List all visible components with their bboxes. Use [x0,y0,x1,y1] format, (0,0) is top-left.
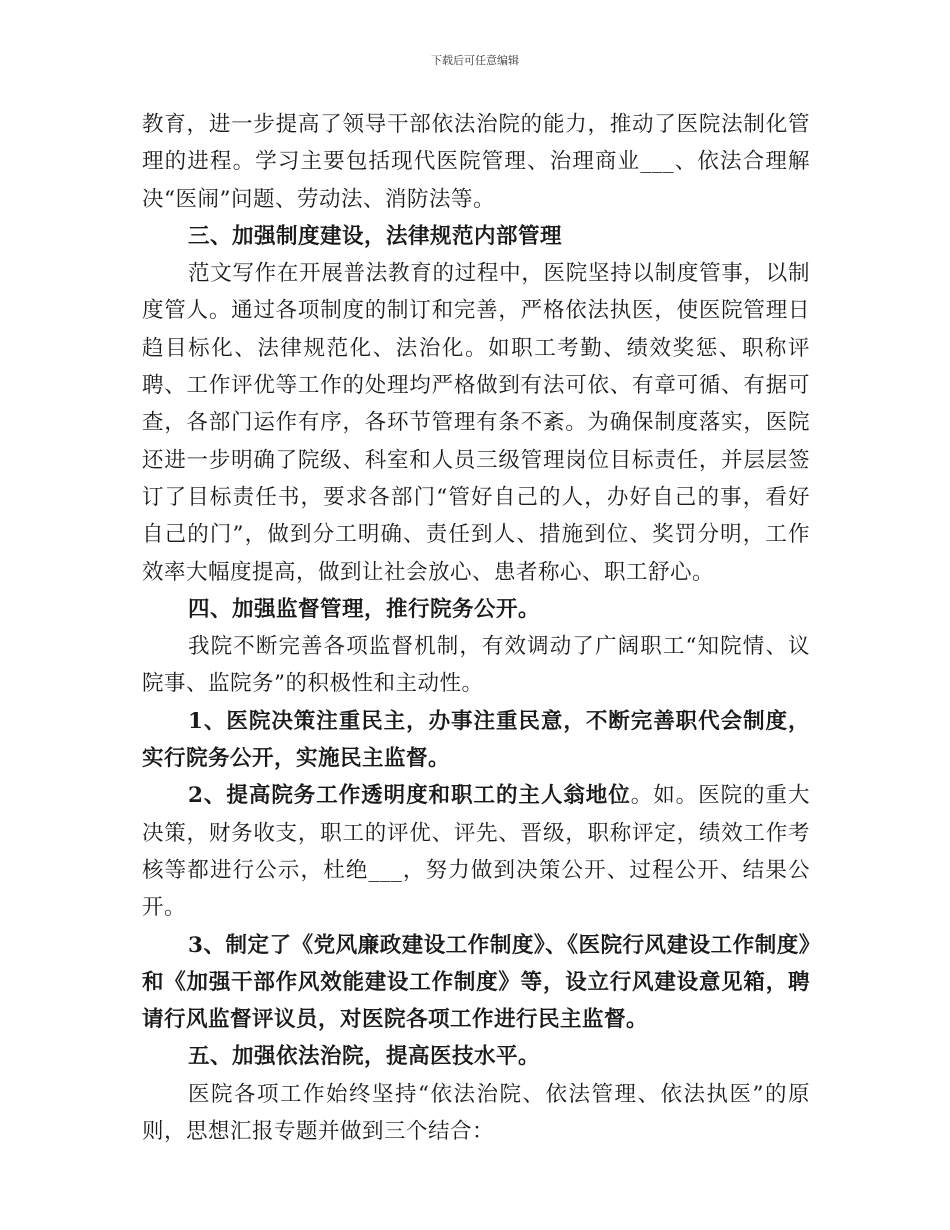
heading-section-3: 三、加强制度建设，法律规范内部管理 [188,223,563,249]
document-body [142,106,810,1150]
paragraph-section-4: 我院不断完善各项监督机制，有效调动了广阔职工“知院情、议院事、监院务”的积极性和主动性。 [142,634,810,697]
list-item-1: 1、医院决策注重民主，办事注重民意，不断完善职代会制度，实行院务公开，实施民主监督。 [142,708,810,772]
heading-section-5: 五、加强依法治院，提高医技水平。 [188,1044,541,1070]
paragraph-intro: 教育，进一步提高了领导干部依法治院的能力，推动了医院法制化管理的进程。学习主要包括现代医院管理、治理商业___、依法合理解决“医闹”问题、劳动法、消防法等。 [142,112,810,212]
list-item-2-body: 。如。医院的重大决策，财务收支，职工的评优、评先、晋级，职称评定，绩效工作考核等都进行公示，杜绝___，努力做到决策公开、过程公开、结果公开。 [142,783,810,921]
paragraph-section-5: 医院各项工作始终坚持“依法治院、依法管理、依法执医”的原则，思想汇报专题并做到三个结合： [142,1081,810,1145]
paragraph-section-3: 范文写作在开展普法教育的过程中，医院坚持以制度管事，以制度管人。通过各项制度的制订和完善，严格依法执医，使医院管理日趋目标化、法律规范化、法治化。如职工考勤、绩效奖惩、职称评聘、工作评优等工作的处理均严格做到有法可依、有章可循、有据可查，各部门运作有序，各环节管理有条不紊。为确保制度落实，医院还进一步明确了院级、科室和人员三级管理岗位目标责任，并层层签订了目标责任书，要求各部门“管好自己的人，办好自己的事，看好自己的门”，做到分工明确、责任到人、措施到位、奖罚分明，工作效率大幅度提高，做到让社会放心、患者称心、职工舒心。 [142,261,810,585]
list-item-2-lead: 2、提高院务工作透明度和职工的主人翁地位 [188,783,631,809]
list-item-2 [142,777,810,926]
list-item-3: 3、制定了《党风廉政建设工作制度》、《医院行风建设工作制度》和《加强干部作风效能建设工作制度》等，设立行风建设意见箱，聘请行风监督评议员，对医院各项工作进行民主监督。 [142,932,810,1033]
page-header: 下载后可任意编辑 [431,54,519,67]
heading-section-4: 四、加强监督管理，推行院务公开。 [188,596,541,622]
